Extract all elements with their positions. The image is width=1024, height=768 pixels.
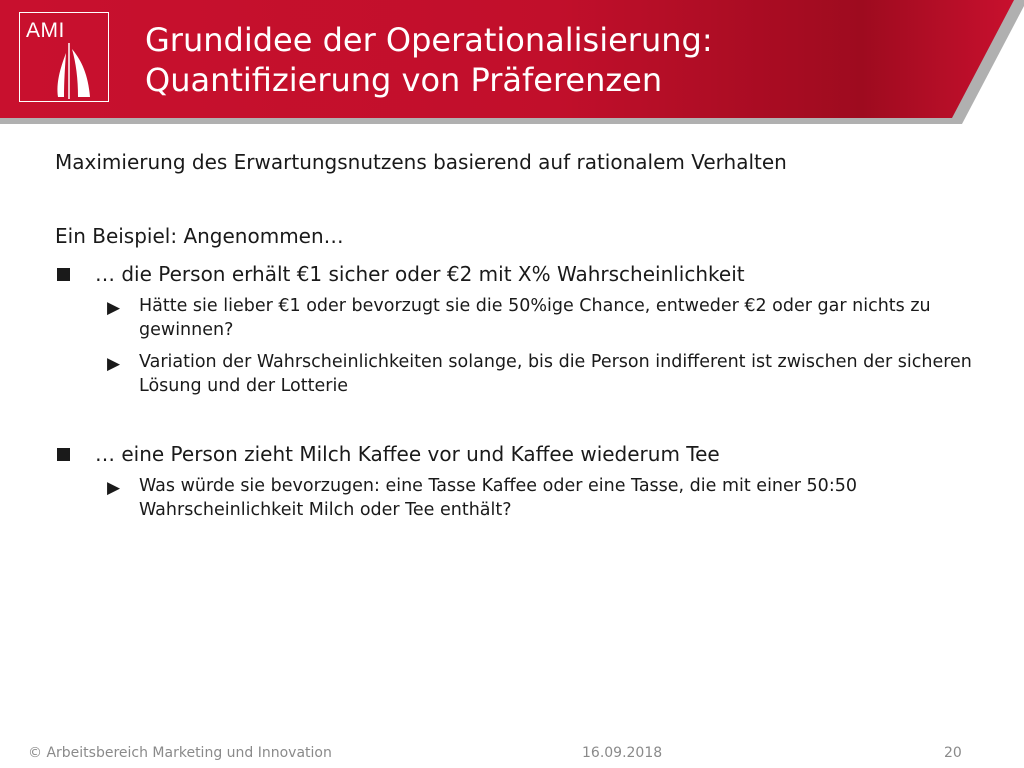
footer-page-number: 20: [944, 745, 962, 761]
sub-bullet-text: Was würde sie bevorzugen: eine Tasse Kaffee oder eine Tasse, die mit einer 50:50 Wahrscheinlichkeit Milch oder Tee enthält?: [139, 476, 857, 520]
slide-title: [145, 20, 713, 100]
sail-icon: [20, 13, 110, 103]
logo-text: AMI: [26, 19, 65, 42]
sub-bullet-item: [55, 474, 985, 522]
triangle-bullet-icon: ▶: [107, 354, 121, 374]
ami-logo: [19, 12, 109, 102]
bullet-text: … die Person erhält €1 sicher oder €2 mit X% Wahrscheinlichkeit: [95, 262, 745, 286]
footer-copyright: © Arbeitsbereich Marketing und Innovation: [28, 745, 332, 761]
triangle-bullet-icon: ▶: [107, 478, 121, 498]
bullet-item: [55, 260, 985, 288]
example-lead: Ein Beispiel: Angenommen…: [55, 224, 344, 248]
bullet-item: [55, 440, 985, 468]
footer-date: 16.09.2018: [582, 745, 663, 761]
sub-bullet-text: Variation der Wahrscheinlichkeiten solange, bis die Person indifferent ist zwischen der sicheren Lösung und der Lotterie: [139, 352, 972, 396]
slide-header: [0, 0, 1024, 125]
sub-bullet-text: Hätte sie lieber €1 oder bevorzugt sie die 50%ige Chance, entweder €2 oder gar nichts zu gewinnen?: [139, 296, 931, 340]
intro-text: Maximierung des Erwartungsnutzens basierend auf rationalem Verhalten: [55, 150, 787, 174]
slide-content: [55, 148, 985, 530]
triangle-bullet-icon: ▶: [107, 298, 121, 318]
sub-bullet-item: [55, 294, 985, 342]
square-bullet-icon: [57, 268, 70, 281]
title-line-2: Quantifizierung von Präferenzen: [145, 61, 663, 99]
square-bullet-icon: [57, 448, 70, 461]
sub-bullet-item: [55, 350, 985, 398]
bullet-text: … eine Person zieht Milch Kaffee vor und Kaffee wiederum Tee: [95, 442, 720, 466]
title-line-1: Grundidee der Operationalisierung:: [145, 21, 713, 59]
